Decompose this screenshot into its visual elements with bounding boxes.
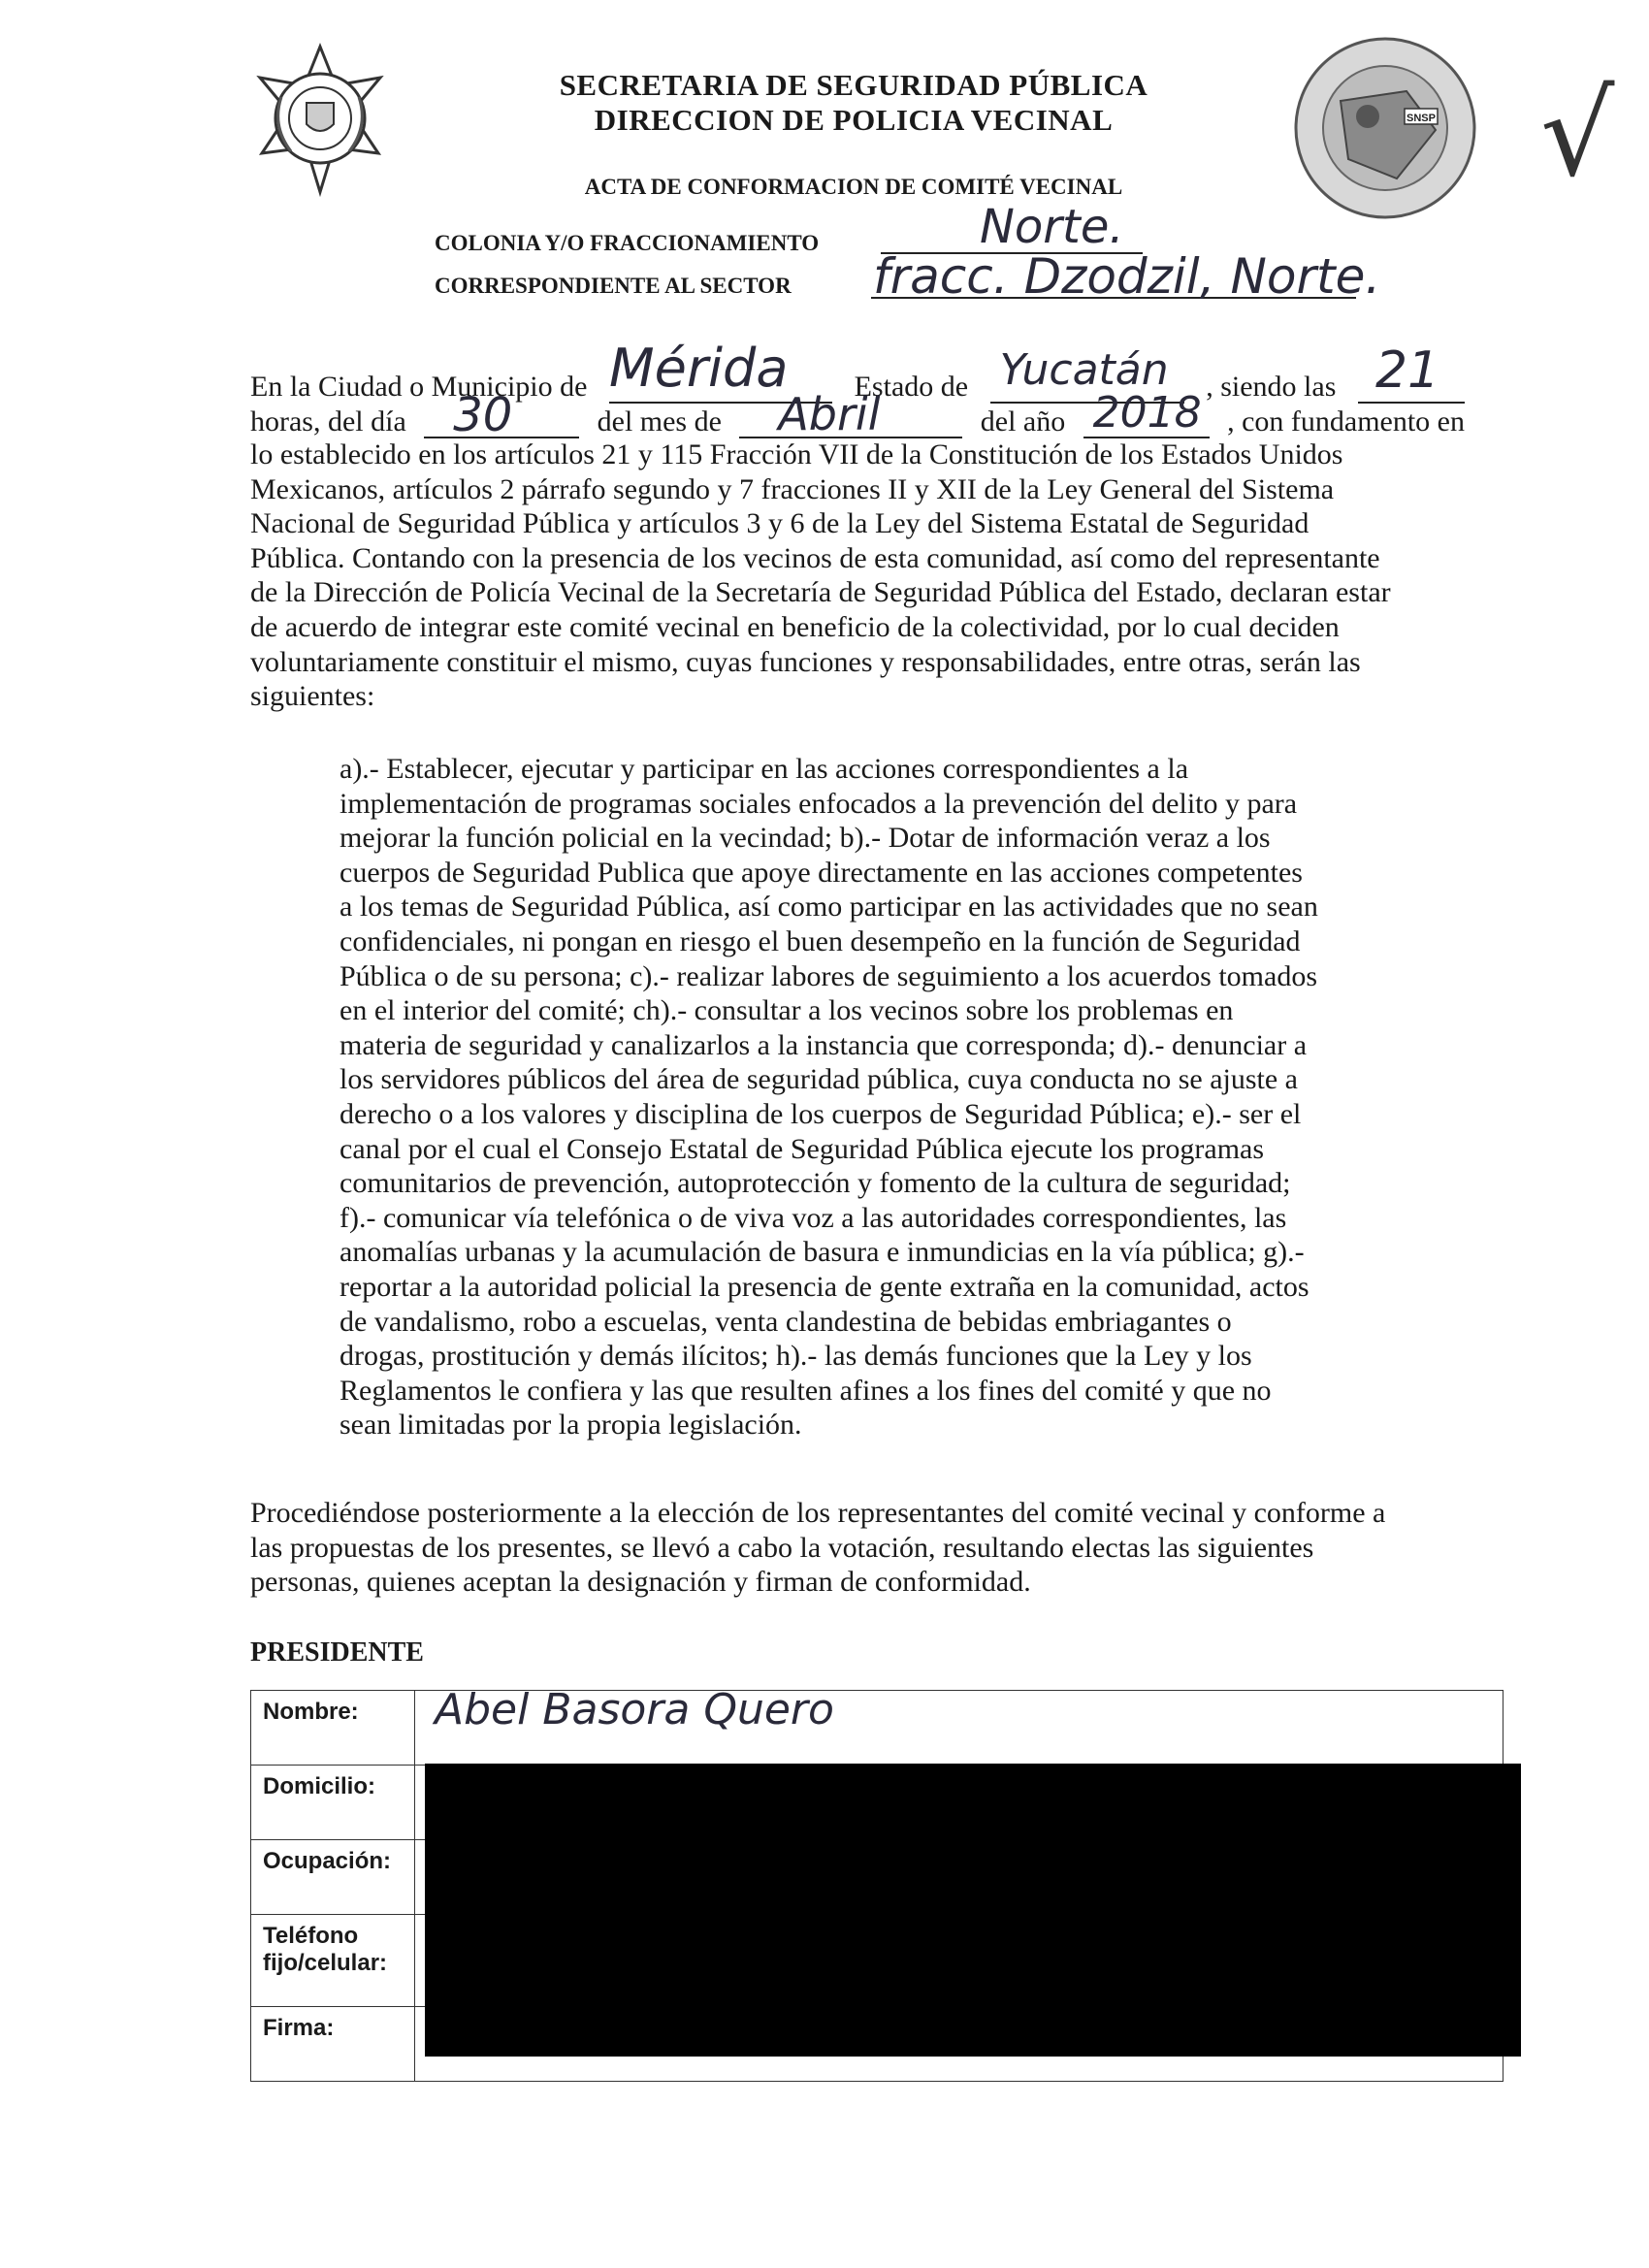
closing-line: personas, quienes aceptan la designación y firman de conformidad. <box>250 1566 1031 1599</box>
domicilio-label: Domicilio: <box>251 1766 415 1840</box>
function-line: sean limitadas por la propia legislación. <box>340 1409 802 1442</box>
intro-paragraph <box>250 437 1465 714</box>
dia-field <box>424 388 579 442</box>
acta-title: ACTA DE CONFORMACION DE COMITÉ VECINAL <box>584 175 1123 199</box>
nombre-cell <box>415 1685 1504 1766</box>
function-line: materia de seguridad y canalizarlos a la instancia que corresponda; d).- denunciar a <box>340 1028 1308 1061</box>
function-line: canal por el cual el Consejo Estatal de Seguridad Pública ejecute los programas <box>340 1132 1265 1165</box>
intro-line: lo establecido en los artículos 21 y 115 Fracción VII de la Constitución de los Estados Unidos <box>250 438 1343 470</box>
intro-line: de acuerdo de integrar este comité vecinal en beneficio de la colectividad, por lo cual deciden <box>250 610 1340 643</box>
function-line: anomalías urbanas y la acumulación de basura e inmundicias en la vía pública; g).- <box>340 1236 1305 1269</box>
secretaria-title: SECRETARIA DE SEGURIDAD PÚBLICA <box>559 68 1148 102</box>
sector-label: CORRESPONDIENTE AL SECTOR <box>435 274 792 298</box>
function-line: Pública o de su persona; c).- realizar labores de seguimiento a los acuerdos tomados <box>340 959 1318 992</box>
intro-line-2 <box>250 388 1465 442</box>
telefono-label: Teléfono fijo/celular: <box>251 1915 415 2007</box>
function-line: en el interior del comité; ch).- consultar a los vecinos sobre los problemas en <box>340 994 1234 1027</box>
sector-value: fracc. Dzodzil, Norte. <box>873 248 1381 305</box>
ocupacion-label: Ocupación: <box>251 1840 415 1915</box>
closing-line: las propuestas de los presentes, se llevó a cabo la votación, resultando electas las siguientes <box>250 1531 1314 1564</box>
hora-field <box>1358 341 1465 404</box>
closing-line: Procediéndose posteriormente a la elección de los representantes del comité vecinal y conforme a <box>250 1497 1386 1529</box>
intro-text: , siendo las <box>1206 371 1337 403</box>
intro-text: horas, del día <box>250 405 406 437</box>
presidente-heading: PRESIDENTE <box>250 1637 424 1668</box>
function-line: de vandalismo, robo a escuelas, venta clandestina de bebidas embriagantes o <box>340 1305 1232 1338</box>
intro-text: del año <box>980 405 1066 437</box>
colonia-label: COLONIA Y/O FRACCIONAMIENTO <box>435 231 820 255</box>
intro-line: Mexicanos, artículos 2 párrafo segundo y 7 fracciones II y XII de la Ley General del Sistema <box>250 472 1335 505</box>
firma-label: Firma: <box>251 2007 415 2082</box>
dia-value: 30 <box>453 388 513 442</box>
mes-field <box>739 388 962 440</box>
mes-value: Abril <box>778 388 881 440</box>
closing-paragraph <box>250 1496 1465 1600</box>
intro-line: Nacional de Seguridad Pública y artículos 3 y 6 de la Ley del Sistema Estatal de Seguridad <box>250 507 1310 540</box>
function-line: a los temas de Seguridad Pública, así como participar en las actividades que no sean <box>340 891 1318 923</box>
function-line: f).- comunicar vía telefónica o de viva voz a las autoridades correspondientes, las <box>340 1201 1287 1234</box>
function-line: implementación de programas sociales enfocados a la prevención del delito y para <box>340 787 1298 820</box>
function-line: mejorar la función policial en la vecindad; b).- Dotar de información veraz a los <box>340 822 1271 855</box>
direccion-title: DIRECCION DE POLICIA VECINAL <box>594 103 1114 137</box>
function-line: los servidores públicos del área de seguridad pública, cuya conducta no se ajuste a <box>340 1063 1298 1096</box>
anio-field <box>1083 388 1210 438</box>
intro-text: En la Ciudad o Municipio de <box>250 371 588 403</box>
intro-line: siguientes: <box>250 680 375 713</box>
ciudad-value: Mérida <box>609 338 789 399</box>
colonia-value: Norte. <box>980 200 1124 254</box>
function-line: derecho o a los valores y disciplina de los cuerpos de Seguridad Pública; e).- ser el <box>340 1097 1302 1130</box>
checkmark-annotation: √ <box>1540 68 1615 203</box>
function-line: a).- Establecer, ejecutar y participar en las acciones correspondientes a la <box>340 753 1189 785</box>
seal-badge-text: SNSP <box>1406 113 1436 124</box>
function-line: confidenciales, ni pongan en riesgo el buen desempeño en la función de Seguridad <box>340 924 1301 957</box>
intro-text: , con fundamento en <box>1227 405 1465 437</box>
intro-text: del mes de <box>597 405 722 437</box>
function-line: Reglamentos le confiera y las que resulten afines a los fines del comité y que no <box>340 1374 1272 1407</box>
function-line: reportar a la autoridad policial la presencia de gente extraña en la comunidad, actos <box>340 1270 1310 1303</box>
table-row <box>251 1691 1504 1766</box>
function-line: comunitarios de prevención, autoprotección y fomento de la cultura de seguridad; <box>340 1167 1291 1200</box>
functions-list <box>340 752 1374 1442</box>
intro-text: Estado de <box>854 371 969 403</box>
function-line: cuerpos de Seguridad Publica que apoye directamente en las acciones competentes <box>340 856 1303 889</box>
nombre-label: Nombre: <box>251 1691 415 1766</box>
hora-value: 21 <box>1374 341 1440 400</box>
estado-value: Yucatán <box>999 345 1169 395</box>
nombre-value: Abel Basora Quero <box>435 1685 834 1734</box>
intro-line: voluntariamente constituir el mismo, cuyas funciones y responsabilidades, entre otras, serán las <box>250 645 1361 678</box>
redaction-block <box>425 1764 1521 2057</box>
intro-line: de la Dirección de Policía Vecinal de la Secretaría de Seguridad Pública del Estado, declaran estar <box>250 576 1391 609</box>
function-line: drogas, prostitución y demás ilícitos; h).- las demás funciones que la Ley y los <box>340 1340 1252 1373</box>
anio-value: 2018 <box>1092 388 1202 437</box>
intro-line: Pública. Contando con la presencia de los vecinos de esta comunidad, así como del representante <box>250 541 1380 574</box>
